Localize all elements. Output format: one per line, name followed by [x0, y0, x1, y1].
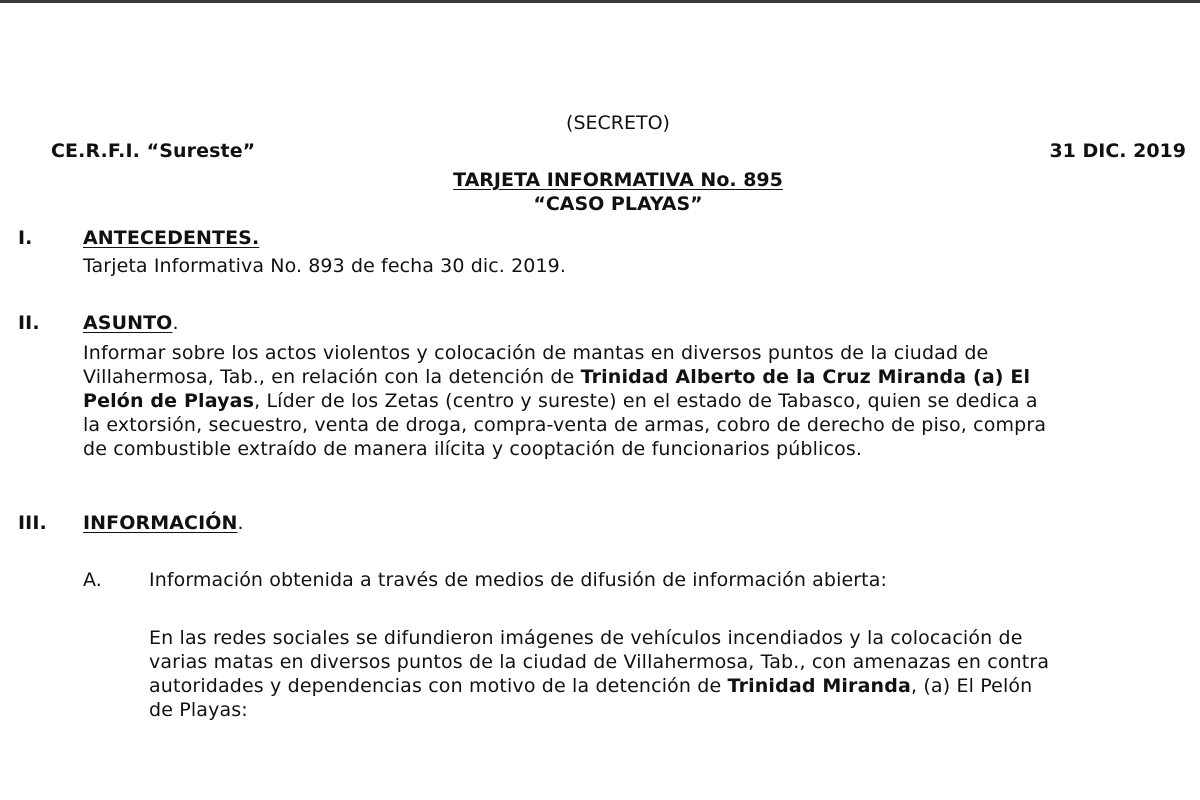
section-heading-asunto: ASUNTO. [83, 312, 179, 334]
section-heading-antecedentes: ANTECEDENTES. [83, 227, 260, 249]
subject-name: Trinidad Alberto de la Cruz Miranda (a) El [580, 366, 1031, 388]
section-number-1: I. [18, 227, 33, 249]
asunto-line-3: Pelón de Playas, Líder de los Zetas (centro y sureste) en el estado de Tabasco, quien se dedica a [83, 390, 1038, 412]
subject-short-name: Trinidad Miranda [727, 675, 911, 697]
asunto-paragraph [83, 341, 1200, 461]
document-title: TARJETA INFORMATIVA No. 895 [453, 169, 783, 191]
informacion-line-2: varias matas en diversos puntos de la ciudad de Villahermosa, Tab., con amenazas en contra [149, 651, 1050, 673]
section-number-3: III. [18, 512, 47, 534]
section-heading-informacion: INFORMACIÓN. [83, 512, 244, 534]
antecedentes-text: Tarjeta Informativa No. 893 de fecha 30 dic. 2019. [83, 255, 566, 277]
case-name: “CASO PLAYAS” [533, 193, 703, 215]
issuing-unit: CE.R.F.I. “Sureste” [51, 140, 256, 162]
asunto-line-5: de combustible extraído de manera ilícita y cooptación de funcionarios públicos. [83, 438, 863, 460]
asunto-line-4: la extorsión, secuestro, venta de droga, compra-venta de armas, cobro de derecho de piso, compra [83, 414, 1047, 436]
subsection-a-text: Información obtenida a través de medios de difusión de información abierta: [149, 569, 887, 591]
informacion-paragraph [149, 626, 1200, 722]
document-date: 31 DIC. 2019 [1049, 140, 1186, 162]
asunto-line-1: Informar sobre los actos violentos y colocación de mantas en diversos puntos de la ciudad de [83, 342, 989, 364]
subject-alias: Pelón de Playas [83, 390, 255, 412]
informacion-line-4: de Playas: [149, 699, 248, 721]
asunto-line-2: Villahermosa, Tab., en relación con la detención de Trinidad Alberto de la Cruz Miranda (a) El [83, 366, 1031, 388]
section-number-2: II. [18, 312, 40, 334]
informacion-line-1: En las redes sociales se difundieron imágenes de vehículos incendiados y la colocación de [149, 627, 1023, 649]
informacion-line-3: autoridades y dependencias con motivo de la detención de Trinidad Miranda, (a) El Pelón [149, 675, 1033, 697]
subsection-letter-a: A. [83, 569, 102, 591]
classification-label: (SECRETO) [566, 112, 670, 134]
document-top-border [0, 0, 1200, 3]
